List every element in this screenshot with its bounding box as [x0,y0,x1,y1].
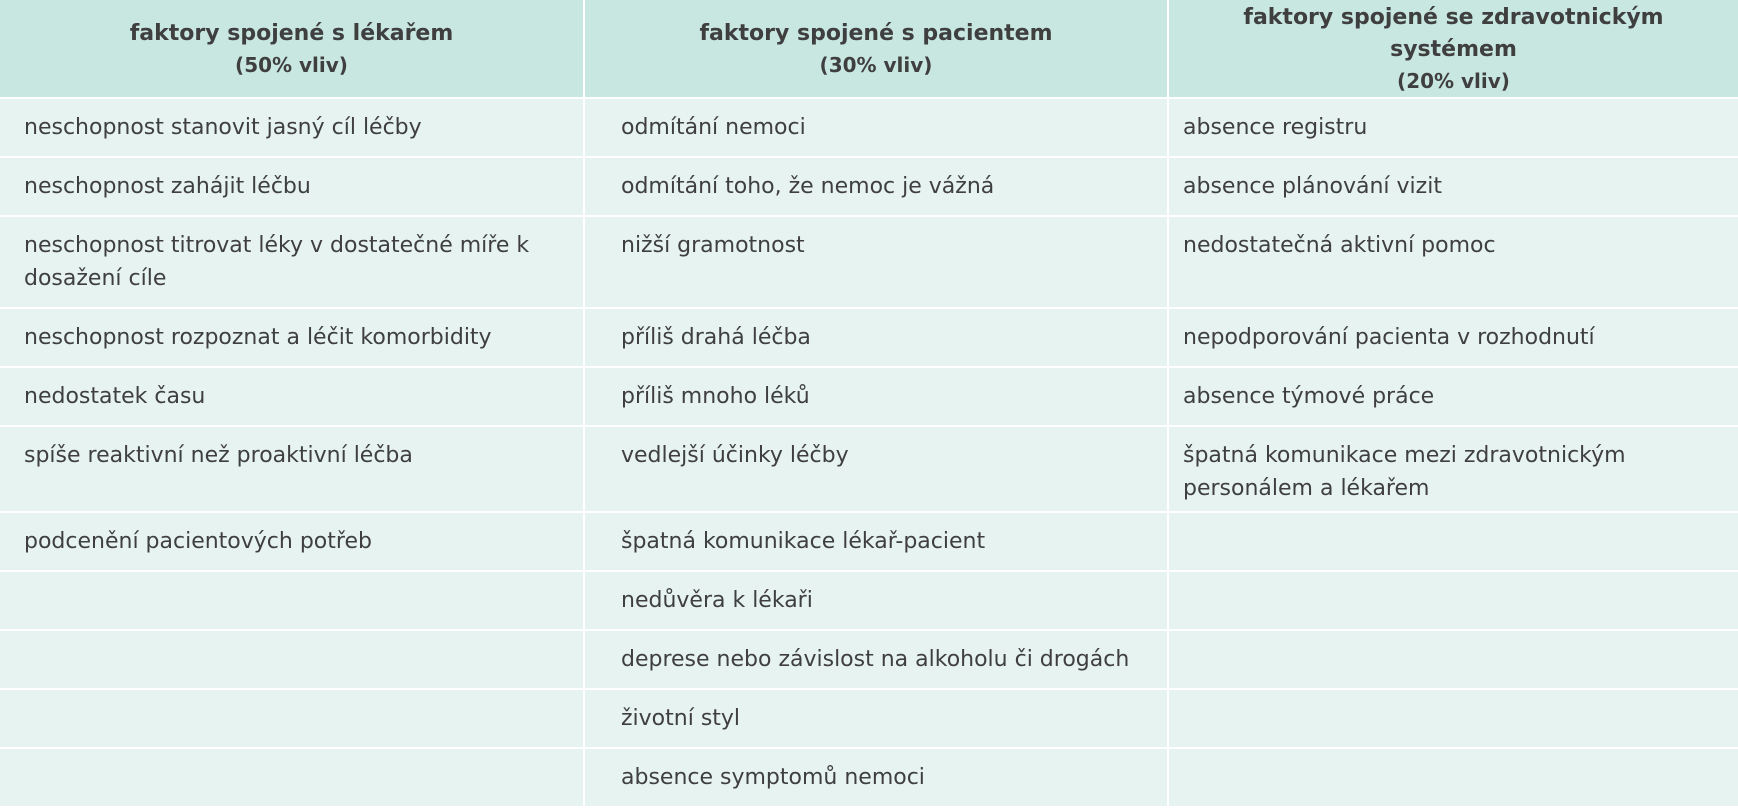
table-cell: spíše reaktivní než proaktivní léčba [0,426,584,512]
table-cell: vedlejší účinky léčby [584,426,1168,512]
table-cell: nedostatečná aktivní pomoc [1168,216,1738,308]
header-influence: (20% vliv) [1397,68,1510,93]
table-row [0,216,1738,308]
table-cell: špatná komunikace mezi zdravotnickým personálem a lékařem [1168,426,1738,512]
header-patient-factors [584,0,1168,98]
table-cell [1168,571,1738,630]
header-influence: (30% vliv) [819,52,933,77]
table-cell [1168,630,1738,689]
table-row [0,748,1738,807]
table-cell [0,630,584,689]
table-row [0,689,1738,748]
table-cell [0,689,584,748]
table-cell [1168,748,1738,807]
table-cell: neschopnost zahájit léčbu [0,157,584,216]
table-row [0,426,1738,512]
header-title: faktory spojené se zdravotnickým systémem [1243,4,1664,62]
table-cell: neschopnost titrovat léky v dostatečné míře k dosažení cíle [0,216,584,308]
table-cell: absence týmové práce [1168,367,1738,426]
table-body [0,98,1738,807]
table-row [0,98,1738,157]
table-cell: absence plánování vizit [1168,157,1738,216]
header-title: faktory spojené s lékařem [129,20,454,46]
table-cell: odmítání nemoci [584,98,1168,157]
header-physician-factors [0,0,584,98]
table-cell: příliš drahá léčba [584,308,1168,367]
table-cell: odmítání toho, že nemoc je vážná [584,157,1168,216]
table-cell: příliš mnoho léků [584,367,1168,426]
table-cell: absence registru [1168,98,1738,157]
table-cell: nedostatek času [0,367,584,426]
table-row [0,157,1738,216]
table-cell: nepodporování pacienta v rozhodnutí [1168,308,1738,367]
table-cell: nedůvěra k lékaři [584,571,1168,630]
table-row [0,512,1738,571]
table-cell: špatná komunikace lékař-pacient [584,512,1168,571]
table-header [0,0,1738,98]
header-healthcare-system-factors [1168,0,1738,98]
header-title: faktory spojené s pacientem [699,20,1053,46]
table-cell: podcenění pacientových potřeb [0,512,584,571]
table-cell [1168,512,1738,571]
table-row [0,308,1738,367]
header-influence: (50% vliv) [235,52,348,77]
header-row [0,0,1738,98]
table-cell [0,748,584,807]
table-cell: životní styl [584,689,1168,748]
table-cell: neschopnost stanovit jasný cíl léčby [0,98,584,157]
table-row [0,630,1738,689]
table-cell: deprese nebo závislost na alkoholu či drogách [584,630,1168,689]
table-cell [0,571,584,630]
table-row [0,367,1738,426]
table-cell: absence symptomů nemoci [584,748,1168,807]
table-cell [1168,689,1738,748]
table-row [0,571,1738,630]
table-cell: neschopnost rozpoznat a léčit komorbidity [0,308,584,367]
table-cell: nižší gramotnost [584,216,1168,308]
